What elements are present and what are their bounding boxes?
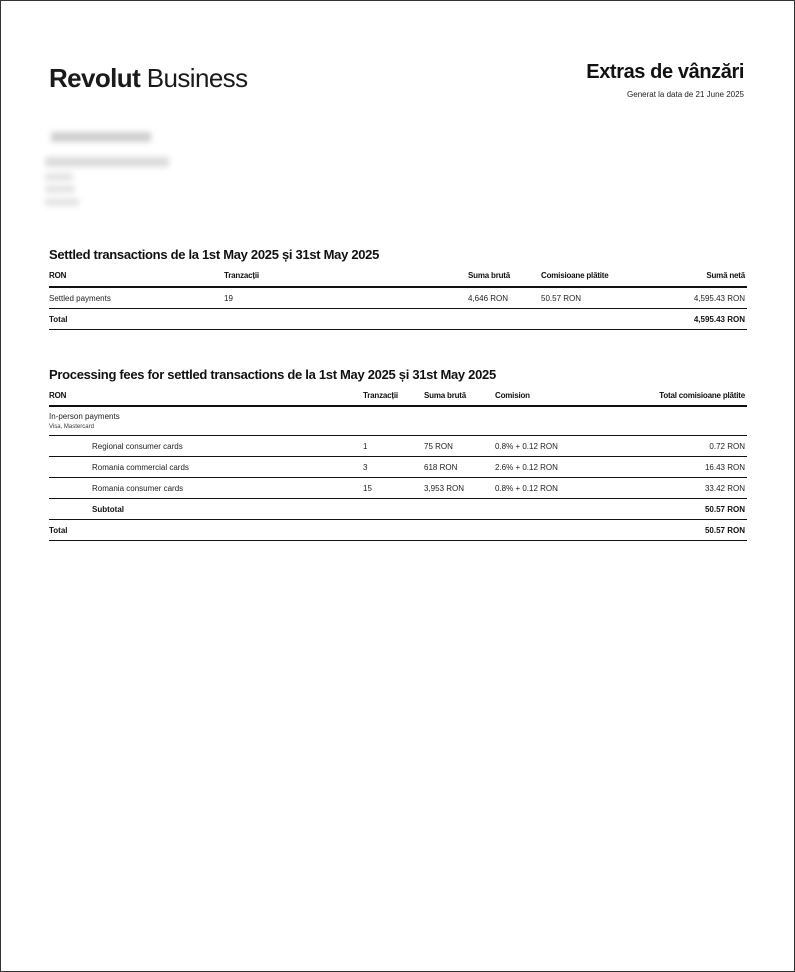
group-sublabel: Visa, Mastercard: [49, 424, 94, 430]
row-divider: [49, 456, 747, 457]
page-title: Extras de vânzări: [586, 61, 744, 83]
row-total: 16.43 RON: [704, 463, 745, 472]
settled-col-fees: Comisioane plătite: [541, 271, 609, 280]
fees-col-gross: Suma brută: [424, 391, 467, 400]
row-fee: 2.6% + 0.12 RON: [495, 463, 558, 472]
row-label: Settled payments: [49, 294, 111, 303]
redacted-address-line: [45, 198, 79, 206]
row-label: Romania commercial cards: [92, 463, 189, 472]
fees-col-currency: RON: [49, 391, 67, 400]
settled-col-currency: RON: [49, 271, 67, 280]
settled-col-net: Sumă netă: [706, 271, 745, 280]
generated-date: Generat la data de 21 June 2025: [627, 90, 744, 99]
row-fee: 0.8% + 0.12 RON: [495, 484, 558, 493]
subtotal-label: Subtotal: [92, 505, 124, 514]
redacted-address-line: [45, 185, 75, 193]
row-total: 0.72 RON: [709, 442, 745, 451]
row-label: Regional consumer cards: [92, 442, 183, 451]
row-gross: 3,953 RON: [424, 484, 465, 493]
table-header-rule: [49, 286, 747, 288]
table-bottom-rule: [49, 540, 747, 541]
subtotal-value: 50.57 RON: [704, 505, 745, 514]
row-divider: [49, 477, 747, 478]
row-net: 4,595.43 RON: [693, 294, 745, 303]
fees-col-fee: Comision: [495, 391, 530, 400]
fees-total-value: 50.57 RON: [704, 526, 745, 535]
settled-col-gross: Suma brută: [468, 271, 511, 280]
row-gross: 4,646 RON: [468, 294, 509, 303]
row-total: 33.42 RON: [704, 484, 745, 493]
redacted-address-line: [45, 173, 73, 181]
row-count: 1: [363, 442, 368, 451]
row-count: 15: [363, 484, 372, 493]
logo-bold-text: Revolut: [49, 63, 141, 93]
row-gross: 75 RON: [424, 442, 453, 451]
row-divider: [49, 519, 747, 520]
fees-section-title: Processing fees for settled transactions de la 1st May 2025 și 31st May 2025: [49, 367, 496, 382]
row-fee: 0.8% + 0.12 RON: [495, 442, 558, 451]
row-gross: 618 RON: [424, 463, 458, 472]
fees-col-transactions: Tranzacții: [363, 391, 398, 400]
table-header-rule: [49, 405, 747, 407]
settled-total-label: Total: [49, 315, 68, 324]
fees-total-label: Total: [49, 526, 68, 535]
group-label: In-person payments: [49, 412, 120, 421]
settled-total-value: 4,595.43 RON: [693, 315, 745, 324]
fees-col-total: Total comisioane plătite: [659, 391, 745, 400]
row-divider: [49, 498, 747, 499]
row-label: Romania consumer cards: [92, 484, 184, 493]
logo-regular-text: Business: [140, 63, 248, 93]
revolut-business-logo: [49, 63, 247, 94]
row-count: 19: [224, 294, 233, 303]
row-divider: [49, 308, 747, 309]
redacted-address-line: [45, 157, 169, 167]
row-count: 3: [363, 463, 368, 472]
row-divider: [49, 435, 747, 436]
settled-col-transactions: Tranzacții: [224, 271, 259, 280]
table-bottom-rule: [49, 329, 747, 330]
settled-section-title: Settled transactions de la 1st May 2025 și 31st May 2025: [49, 247, 380, 262]
redacted-merchant-name: [51, 132, 151, 142]
row-fees: 50.57 RON: [541, 294, 582, 303]
